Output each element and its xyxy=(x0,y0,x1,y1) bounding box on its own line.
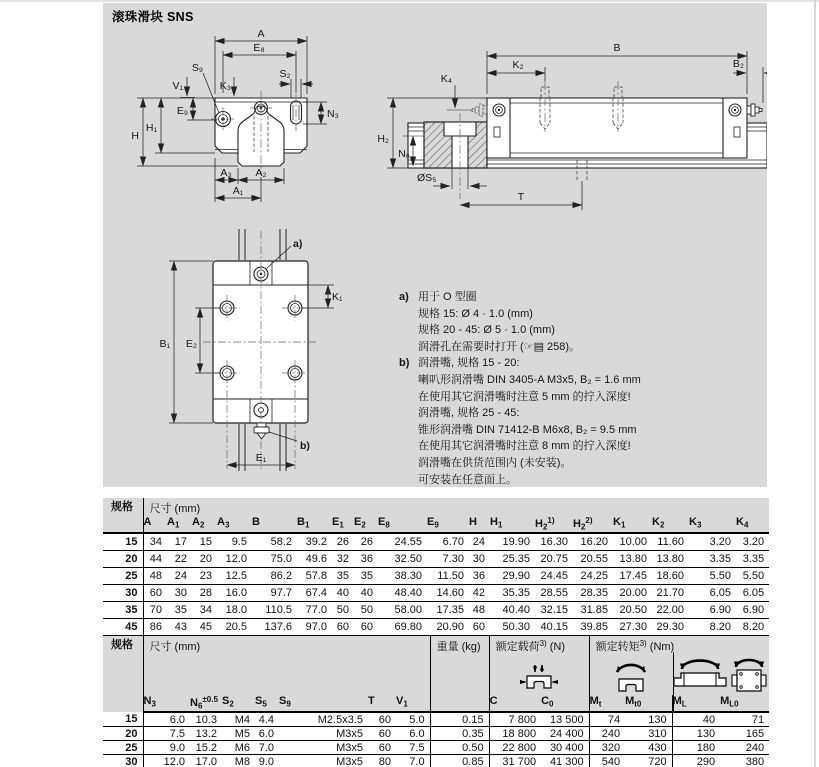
table-cell: 137.6 xyxy=(252,619,297,636)
column-header: $M_{t0}$ xyxy=(625,695,672,712)
table-cell: 7.0 xyxy=(396,755,430,767)
table-cell: 58.2 xyxy=(252,533,297,551)
dimension-table-1 xyxy=(103,498,769,636)
table-cell: 130 xyxy=(672,727,720,741)
size-cell: 35 xyxy=(103,602,143,619)
table-cell: 40 xyxy=(332,585,354,602)
column-header: $E_9$ xyxy=(427,516,469,533)
dim-label-A: A xyxy=(257,28,265,40)
table-cell: 24 400 xyxy=(541,727,589,741)
table-cell: 26 xyxy=(354,533,378,551)
size-cell: 30 xyxy=(103,755,143,767)
table-cell: 20.50 xyxy=(613,602,652,619)
note-line: 锥形润滑嘴 DIN 71412-B M6x8, B₂ = 9.5 mm xyxy=(418,423,637,436)
footnotes xyxy=(399,289,749,488)
table-cell: 50 xyxy=(332,602,354,619)
table-cell: 38.30 xyxy=(378,568,427,585)
table-cell: 22 xyxy=(167,551,192,568)
table-cell: 28 xyxy=(192,585,217,602)
dim-label-H2: H₂ xyxy=(377,133,389,145)
dim-label-N3: N₃ xyxy=(327,108,339,120)
dim-label-E9: E₉ xyxy=(176,105,188,117)
table-cell: 45 xyxy=(192,619,217,636)
size-cell: 25 xyxy=(103,568,143,585)
table-cell: 0.15 xyxy=(430,712,489,727)
dim-label-H1: H₁ xyxy=(145,122,157,134)
table-cell: 25.35 xyxy=(490,551,535,568)
column-header: T xyxy=(368,695,396,712)
table-cell: 34 xyxy=(143,533,167,551)
table-cell: 48 xyxy=(143,568,167,585)
table-row xyxy=(103,727,769,741)
table-cell: 7.5 xyxy=(396,741,430,755)
table-cell: 240 xyxy=(720,741,769,755)
table-cell: 48.40 xyxy=(378,585,427,602)
table-cell: M2.5x3.5 xyxy=(279,712,368,727)
table-row xyxy=(103,741,769,755)
column-header: $S_9$ xyxy=(279,695,368,712)
table-cell: 5.50 xyxy=(689,568,736,585)
table-cell: 24 xyxy=(167,568,192,585)
column-header: $H_1$ xyxy=(490,516,535,533)
table-cell: 20.75 xyxy=(535,551,573,568)
table-cell: 11.50 xyxy=(427,568,469,585)
size-cell: 45 xyxy=(103,619,143,636)
table-cell: 44 xyxy=(143,551,167,568)
dim-label-A2: A₂ xyxy=(255,167,267,179)
table-cell: 5.0 xyxy=(396,712,430,727)
column-header xyxy=(430,695,489,712)
table-cell: 310 xyxy=(625,727,672,741)
table-cell: 23 xyxy=(192,568,217,585)
column-header: $K_4$ xyxy=(736,516,769,533)
table-cell: 12.5 xyxy=(217,568,252,585)
table-cell: 32.15 xyxy=(535,602,573,619)
table-cell: 35.35 xyxy=(490,585,535,602)
table-cell: 18 800 xyxy=(489,727,541,741)
table-cell: 71 xyxy=(720,712,769,727)
table-cell: M3x5 xyxy=(279,741,368,755)
table-cell: 0.50 xyxy=(430,741,489,755)
plan-view-drawing xyxy=(159,229,343,471)
table2-load-label: 额定载荷$^{3)}$ (N) xyxy=(495,639,566,653)
table-cell: 57.8 xyxy=(297,568,332,585)
table-cell: 320 xyxy=(589,741,625,755)
table-cell: 6.0 xyxy=(396,727,430,741)
note-a-lines xyxy=(418,289,749,355)
dim-label-B1: B₁ xyxy=(159,338,170,350)
dim-label-B2: B₂ xyxy=(732,58,744,70)
table2-dims-header xyxy=(143,636,430,695)
page-top-border xyxy=(0,0,819,2)
note-line: 润滑嘴, 规格 25 - 45: xyxy=(418,407,520,420)
column-header: $H_2^{1)}$ xyxy=(535,516,573,533)
table-row xyxy=(103,755,769,767)
column-header: $M_L$ xyxy=(672,695,720,712)
table-cell: 130 xyxy=(625,712,672,727)
note-line: 在使用其它润滑嘴时注意 5 mm 的拧入深度! xyxy=(418,390,631,403)
table-cell: 39.2 xyxy=(297,533,332,551)
table-cell: 13 500 xyxy=(541,712,589,727)
table-cell: 36 xyxy=(354,551,378,568)
table-cell: 17.45 xyxy=(613,568,652,585)
table-cell: 290 xyxy=(672,755,720,767)
note-line: 可安装在任意面上。 xyxy=(418,473,517,486)
column-header: $A_2$ xyxy=(192,516,217,533)
load-direction-icon xyxy=(520,662,558,694)
table-row xyxy=(103,551,769,568)
column-header: $K_2$ xyxy=(652,516,689,533)
column-header: $M_{L0}$ xyxy=(720,695,769,712)
table-cell: 12.0 xyxy=(143,755,190,767)
table-cell: 50 xyxy=(354,602,378,619)
table-cell: 97.0 xyxy=(297,619,332,636)
table-cell: 97.7 xyxy=(252,585,297,602)
table-row xyxy=(103,619,769,636)
table-cell: 6.0 xyxy=(255,727,279,741)
size-cell: 25 xyxy=(103,741,143,755)
table-cell: 7.0 xyxy=(255,741,279,755)
table-cell: 60 xyxy=(332,619,354,636)
table-cell: 9.0 xyxy=(143,741,190,755)
table-cell: 10.00 xyxy=(613,533,652,551)
note-line: 润滑嘴在供货范围内 (未安装)。 xyxy=(418,456,572,469)
column-header: $K_1$ xyxy=(613,516,652,533)
table-cell: 31 700 xyxy=(489,755,541,767)
table-cell: 16.20 xyxy=(573,533,613,551)
table-cell: 28.55 xyxy=(535,585,573,602)
torque-ml0-icon xyxy=(729,658,769,694)
table-cell: 40.40 xyxy=(490,602,535,619)
column-header: $E_2$ xyxy=(354,516,378,533)
column-header: $N_3$ xyxy=(143,695,190,712)
front-view-drawing xyxy=(131,28,338,202)
table-cell: 30 400 xyxy=(541,741,589,755)
table-cell: 24.25 xyxy=(573,568,613,585)
dim-label-K4: K₄ xyxy=(440,73,452,85)
table-cell: M5 xyxy=(222,727,255,741)
table-cell: 110.5 xyxy=(252,602,297,619)
table-cell: 5.50 xyxy=(736,568,769,585)
table-cell: M6 xyxy=(222,741,255,755)
table2-load-header xyxy=(489,636,589,695)
column-header: $B_1$ xyxy=(297,516,332,533)
table-row xyxy=(103,568,769,585)
table-cell: 40.15 xyxy=(535,619,573,636)
dim-label-S5: ØS₅ xyxy=(417,172,437,184)
table-cell: 67.4 xyxy=(297,585,332,602)
table-cell: 20.00 xyxy=(613,585,652,602)
table-cell: 24.45 xyxy=(535,568,573,585)
table-cell: 40 xyxy=(354,585,378,602)
torque-ml-icons-wrap xyxy=(672,658,769,694)
dim-label-B: B xyxy=(613,42,621,54)
table2-weight-header xyxy=(430,636,489,695)
size-cell: 20 xyxy=(103,727,143,741)
table-cell: 35 xyxy=(354,568,378,585)
table-cell: 0.85 xyxy=(430,755,489,767)
dim-label-E2: E₂ xyxy=(185,338,197,350)
page-title: 滚珠滑块 SNS xyxy=(112,10,194,24)
dim-label-E1: E₁ xyxy=(255,452,267,464)
column-header: $C_0$ xyxy=(541,695,589,712)
table-cell: 6.05 xyxy=(689,585,736,602)
table-cell: 7.5 xyxy=(143,727,190,741)
table-cell: 3.35 xyxy=(736,551,769,568)
table-cell: 60 xyxy=(469,619,490,636)
note-line: 润滑嘴, 规格 15 - 20: xyxy=(418,357,520,370)
dim-label-T: T xyxy=(517,191,525,203)
note-b-lines xyxy=(418,355,749,488)
table-row xyxy=(103,533,769,551)
table-cell: 30 xyxy=(167,585,192,602)
table-cell: 35 xyxy=(167,602,192,619)
table-cell: 22 800 xyxy=(489,741,541,755)
table-cell: 9.5 xyxy=(217,533,252,551)
table-cell: 60 xyxy=(368,741,396,755)
torque-ml-icon xyxy=(672,658,728,692)
column-header: $S_5$ xyxy=(255,695,279,712)
table-cell: 32.50 xyxy=(378,551,427,568)
table-cell: 20 xyxy=(192,551,217,568)
drawing-panel xyxy=(103,3,767,487)
note-line: 规格 15: Ø 4 · 1.0 (mm) xyxy=(418,307,533,320)
dim-label-V1: V₁ xyxy=(172,80,183,92)
table-cell: 180 xyxy=(672,741,720,755)
table-cell: 19.90 xyxy=(490,533,535,551)
table-cell: 18.60 xyxy=(652,568,689,585)
table-cell: 240 xyxy=(589,727,625,741)
table-cell: M3x5 xyxy=(279,727,368,741)
dim-label-S9: S₉ xyxy=(191,62,203,74)
table-cell: 165 xyxy=(720,727,769,741)
table2-spec-header: 规格 xyxy=(103,636,143,712)
table-cell: 60 xyxy=(368,712,396,727)
callout-label-b: b) xyxy=(300,440,310,452)
table-cell: 24.55 xyxy=(378,533,427,551)
table-cell: 720 xyxy=(625,755,672,767)
note-a-marker: a) xyxy=(399,291,409,303)
table-cell: M8 xyxy=(222,755,255,767)
dim-label-E8: E₈ xyxy=(253,42,265,54)
dim-label-K1: K₁ xyxy=(332,291,343,303)
table-cell: 60 xyxy=(368,727,396,741)
table-cell: 16.30 xyxy=(535,533,573,551)
column-header: $A_1$ xyxy=(167,516,192,533)
table-cell: 10.3 xyxy=(190,712,222,727)
table-cell: 540 xyxy=(589,755,625,767)
size-cell: 15 xyxy=(103,712,143,727)
size-cell: 30 xyxy=(103,585,143,602)
dim-label-K2: K₂ xyxy=(512,59,524,71)
table-cell: 380 xyxy=(720,755,769,767)
table-cell: 17 xyxy=(167,533,192,551)
torque-mt-icon xyxy=(611,660,651,694)
note-line: 在使用其它润滑嘴时注意 8 mm 的拧入深度! xyxy=(418,440,631,453)
table-cell: 4.4 xyxy=(255,712,279,727)
column-header: $N_6^{\pm 0.5}$ xyxy=(190,695,222,712)
table-cell: 69.80 xyxy=(378,619,427,636)
dim-label-A1: A₁ xyxy=(232,185,244,197)
table-cell: 3.20 xyxy=(689,533,736,551)
dim-label-A3: A₃ xyxy=(220,167,232,179)
table-cell: 17.35 xyxy=(427,602,469,619)
table-cell: 50.30 xyxy=(490,619,535,636)
note-line: 规格 20 - 45: Ø 5 · 1.0 (mm) xyxy=(418,324,555,337)
table-cell: 20.90 xyxy=(427,619,469,636)
table-cell: 11.60 xyxy=(652,533,689,551)
table-cell: 26 xyxy=(332,533,354,551)
table-cell: 7 800 xyxy=(489,712,541,727)
table-cell: 6.0 xyxy=(143,712,190,727)
torque-mt-icon-wrap xyxy=(590,660,673,694)
note-a xyxy=(399,289,749,355)
table-cell: 8.20 xyxy=(689,619,736,636)
table-row xyxy=(103,602,769,619)
table-cell: 3.35 xyxy=(689,551,736,568)
dim-label-N6: N₆ xyxy=(398,148,410,160)
table-cell: 3.20 xyxy=(736,533,769,551)
table-cell: 21.70 xyxy=(652,585,689,602)
page-right-border xyxy=(814,0,816,767)
table-row xyxy=(103,712,769,727)
column-header: $E_8$ xyxy=(378,516,427,533)
table2-torque-header xyxy=(589,636,769,695)
table-cell: 60 xyxy=(143,585,167,602)
note-line: 润滑孔在需要时打开 (☞▤ 258)。 xyxy=(418,340,581,353)
table-cell: 30 xyxy=(469,551,490,568)
table2-dims-label: 尺寸 (mm) xyxy=(149,641,201,653)
table-cell: 6.70 xyxy=(427,533,469,551)
note-b xyxy=(399,355,749,488)
table2-weight-label: 重量 (kg) xyxy=(436,641,481,653)
table-cell: 77.0 xyxy=(297,602,332,619)
table-cell: 15.2 xyxy=(190,741,222,755)
table1-dims-header xyxy=(143,498,769,516)
table-cell: 22.00 xyxy=(652,602,689,619)
table-cell: 48 xyxy=(469,602,490,619)
column-header: A xyxy=(143,516,167,533)
table-cell: 80 xyxy=(368,755,396,767)
table-cell: 24 xyxy=(469,533,490,551)
table-cell: 20.55 xyxy=(573,551,613,568)
table-cell: 430 xyxy=(625,741,672,755)
table-cell: 36 xyxy=(469,568,490,585)
note-b-marker: b) xyxy=(399,357,410,370)
table-cell: 74 xyxy=(589,712,625,727)
column-header: $H_2^{2)}$ xyxy=(573,516,613,533)
table-cell: 20.5 xyxy=(217,619,252,636)
table-cell: 12.0 xyxy=(217,551,252,568)
table-cell: 75.0 xyxy=(252,551,297,568)
table-cell: 17.0 xyxy=(190,755,222,767)
table-cell: 34 xyxy=(192,602,217,619)
table-cell: 14.60 xyxy=(427,585,469,602)
table-cell: 70 xyxy=(143,602,167,619)
note-line: 喇叭形润滑嘴 DIN 3405-A M3x5, B₂ = 1.6 mm xyxy=(418,373,641,386)
table-cell: 6.90 xyxy=(689,602,736,619)
table-cell: M4 xyxy=(222,712,255,727)
table-cell: 31.85 xyxy=(573,602,613,619)
table1-spec-header: 规格 xyxy=(103,498,143,516)
column-header: H xyxy=(469,516,490,533)
table-cell: 8.20 xyxy=(736,619,769,636)
size-cell: 20 xyxy=(103,551,143,568)
table-cell: 6.90 xyxy=(736,602,769,619)
table-cell: 13.80 xyxy=(652,551,689,568)
column-header: $K_3$ xyxy=(689,516,736,533)
table-cell: 28.35 xyxy=(573,585,613,602)
dim-label-H: H xyxy=(131,130,139,142)
side-view-drawing xyxy=(377,42,767,210)
table-cell: 86 xyxy=(143,619,167,636)
dim-label-S2: S₂ xyxy=(279,68,291,80)
table-cell: 27.30 xyxy=(613,619,652,636)
note-line: 用于 O 型圈 xyxy=(418,291,477,303)
table-cell: 32 xyxy=(332,551,354,568)
table1-spec-spacer xyxy=(103,516,143,533)
table1-dims-label: 尺寸 (mm) xyxy=(149,503,201,515)
table-cell: 39.85 xyxy=(573,619,613,636)
callout-label-a: a) xyxy=(293,238,303,250)
table-cell: 13.2 xyxy=(190,727,222,741)
table-cell: 15 xyxy=(192,533,217,551)
table-cell: 9.0 xyxy=(255,755,279,767)
column-header: B xyxy=(252,516,297,533)
column-header: $M_t$ xyxy=(589,695,625,712)
table-cell: M3x5 xyxy=(279,755,368,767)
dimension-table-2 xyxy=(103,636,769,767)
column-header: $A_3$ xyxy=(217,516,252,533)
column-header: $V_1$ xyxy=(396,695,430,712)
size-cell: 15 xyxy=(103,533,143,551)
table-cell: 58.00 xyxy=(378,602,427,619)
table-cell: 29.90 xyxy=(490,568,535,585)
table-cell: 40 xyxy=(672,712,720,727)
table-cell: 13.80 xyxy=(613,551,652,568)
column-header: $S_2$ xyxy=(222,695,255,712)
table2-torque-label: 额定转矩$^{3)}$ (Nm) xyxy=(595,639,675,653)
table-cell: 86.2 xyxy=(252,568,297,585)
table-cell: 49.6 xyxy=(297,551,332,568)
column-header: C xyxy=(489,695,541,712)
table-cell: 18.0 xyxy=(217,602,252,619)
table-cell: 29.30 xyxy=(652,619,689,636)
table-cell: 35 xyxy=(332,568,354,585)
table-cell: 7.30 xyxy=(427,551,469,568)
table-row xyxy=(103,585,769,602)
column-header: $E_1$ xyxy=(332,516,354,533)
table-cell: 42 xyxy=(469,585,490,602)
table-cell: 16.0 xyxy=(217,585,252,602)
table-cell: 60 xyxy=(354,619,378,636)
table-cell: 43 xyxy=(167,619,192,636)
table-cell: 6.05 xyxy=(736,585,769,602)
table-cell: 41 300 xyxy=(541,755,589,767)
dim-label-K3: K₃ xyxy=(219,80,231,92)
table-cell: 0.35 xyxy=(430,727,489,741)
